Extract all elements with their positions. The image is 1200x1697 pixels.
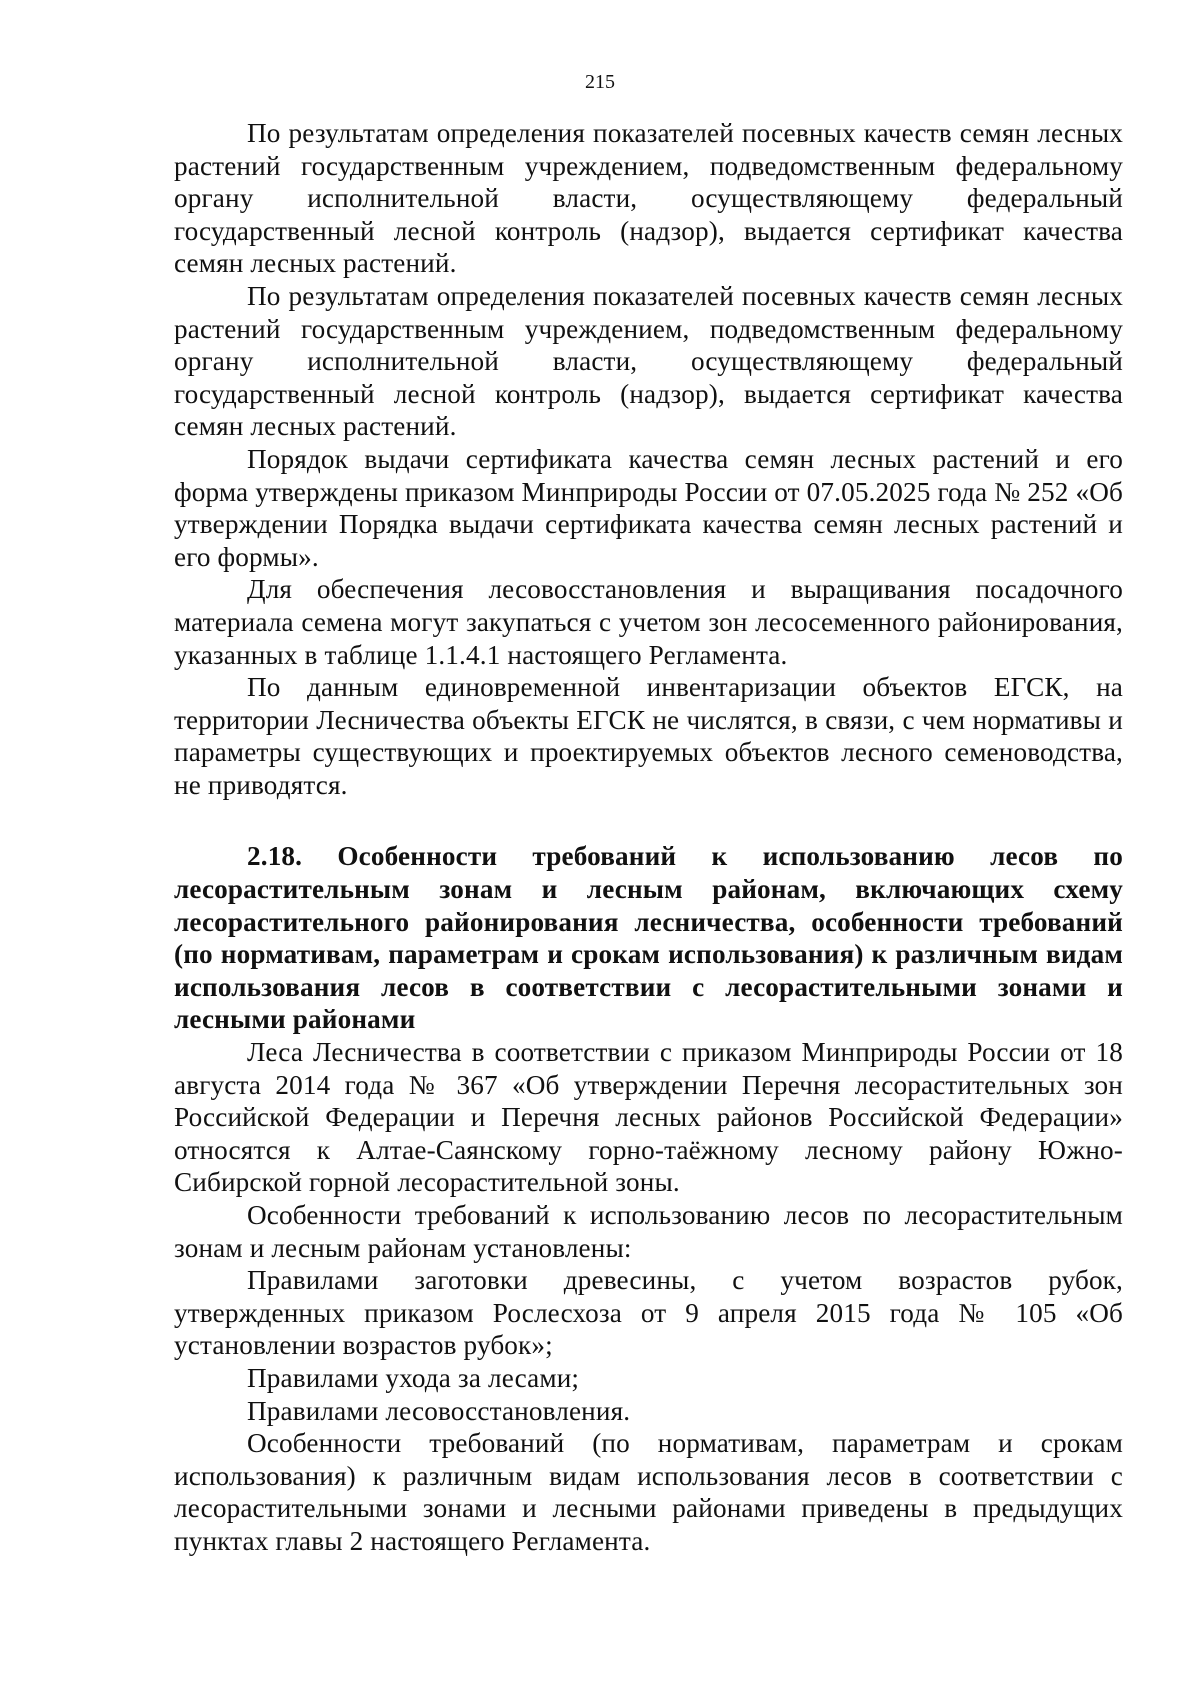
paragraph-egsk-inventory: По данным единовременной инвентаризации объектов ЕГСК, на территории Лесничества объекты ЕГСК не числятся, в связи, с чем нормативы и параметры существующих и проектируемых объектов лесного семеноводства, не приводятся. (174, 672, 1123, 800)
page-number: 215 (585, 71, 615, 93)
page-body (174, 117, 1123, 1558)
paragraph-requirements-established: Особенности требований к использованию лесов по лесорастительным зонам и лесным районам установлены: (174, 1200, 1123, 1263)
list-item-reforestation-rules: Правилами лесовосстановления. (247, 1395, 631, 1426)
paragraph-certificate-issuance-repeat: По результатам определения показателей посевных качеств семян лесных растений государственным учреждением, подведомственным федеральному органу исполнительной власти, осуществляющему федеральный государственный лесной контроль (надзор), выдается сертификат качества семян лесных растений. (174, 280, 1123, 442)
paragraph-certificate-order: Порядок выдачи сертификата качества семян лесных растений и его форма утверждены приказом Минприроды России от 07.05.2025 года № 252 «Об утверждении Порядка выдачи сертификата качества семян лесных растений и его формы». (174, 443, 1123, 572)
paragraph-requirements-reference: Особенности требований (по нормативам, параметрам и срокам использования) к различным видам использования лесов в соответствии с лесорастительными зонами и лесными районами приведены в предыдущих пунктах главы 2 настоящего Регламента. (174, 1428, 1123, 1556)
paragraph-forest-zone: Леса Лесничества в соответствии с приказом Минприроды России от 18 августа 2014 года № 367 «Об утверждении Перечня лесорастительных зон Российской Федерации и Перечня лесных районов Российской Федерации» относятся к Алтае-Саянскому горно-таёжному лесному району Южно-Сибирской горной лесорастительной зоны. (174, 1037, 1123, 1198)
list-item-timber-harvest-rules: Правилами заготовки древесины, с учетом возрастов рубок, утвержденных приказом Рослесхоза от 9 апреля 2015 года № 105 «Об установлении возрастов рубок»; (174, 1265, 1123, 1361)
list-item-forest-care-rules: Правилами ухода за лесами; (247, 1362, 580, 1393)
paragraph-seed-procurement: Для обеспечения лесовосстановления и выращивания посадочного материала семена могут закупаться с учетом зон лесосеменного районирования, указанных в таблице 1.1.4.1 настоящего Регламента. (174, 574, 1123, 670)
paragraph-certificate-issuance: По результатам определения показателей посевных качеств семян лесных растений государственным учреждением, подведомственным федеральному органу исполнительной власти, осуществляющему федеральный государственный лесной контроль (надзор), выдается сертификат качества семян лесных растений. (174, 118, 1123, 279)
section-heading-2-18: 2.18. Особенности требований к использованию лесов по лесорастительным зонам и лесным районам, включающих схему лесорастительного районирования лесничества, особенности требований (по нормативам, параметрам и срокам использования) к различным видам использования лесов в соответствии с лесорастительными зонами и лесными районами (174, 841, 1123, 1035)
